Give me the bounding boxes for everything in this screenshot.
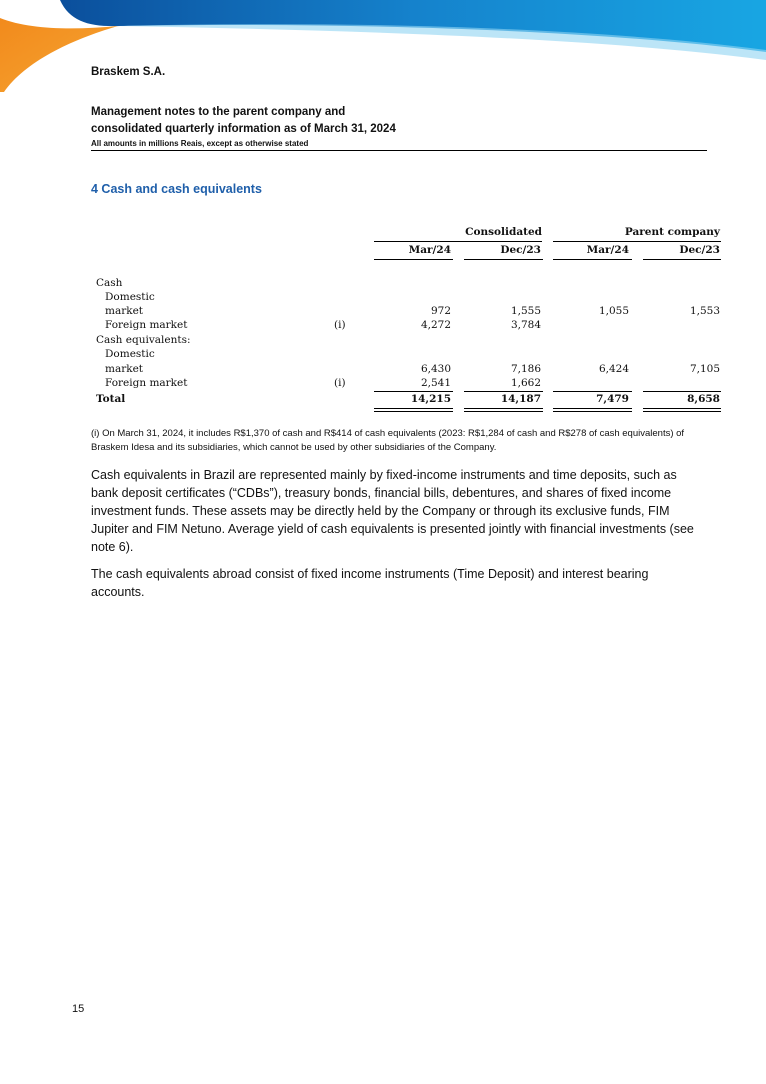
table-row-total [91,393,721,407]
total-double-rule [553,408,632,412]
subtotal-rule [643,391,721,392]
cell-value: 7,105 [689,363,720,375]
subtotal-rule [464,391,543,392]
group-rule-parent [553,241,721,242]
cell-value: 1,662 [510,377,541,389]
table-row [91,291,721,305]
cell-value: 3,784 [510,319,541,331]
row-label: market [105,305,144,317]
total-double-rule [464,408,543,412]
row-label: Foreign market [105,319,188,331]
cell-value: 8,658 [687,393,720,405]
row-note: (i) [334,319,346,331]
row-label: Domestic [105,348,155,360]
cell-value: 6,430 [420,363,451,375]
subtotal-rule [374,391,453,392]
row-label: Cash equivalents: [96,334,191,346]
column-header: Dec/23 [500,244,541,256]
table-row [91,277,721,291]
cell-value: 1,553 [689,305,720,317]
section-title: 4 Cash and cash equivalents [91,182,262,196]
table-row [91,348,721,362]
header-divider [91,150,707,151]
column-header: Dec/23 [679,244,720,256]
total-double-rule [643,408,721,412]
table-row [91,305,721,319]
cell-value: 6,424 [598,363,629,375]
cell-value: 4,272 [420,319,451,331]
row-label: market [105,363,144,375]
table-row [91,334,721,348]
company-name: Braskem S.A. [91,66,166,78]
column-rule [374,259,453,260]
header-title-line1: Management notes to the parent company and [91,106,346,118]
row-label: Foreign market [105,377,188,389]
cell-value: 2,541 [420,377,451,389]
group-header-consolidated: Consolidated [465,226,542,238]
table-row [91,377,721,391]
column-rule [464,259,543,260]
row-note: (i) [334,377,346,389]
header-subtitle: All amounts in millions Reais, except as otherwise stated [91,139,309,148]
table-footnote: (i) On March 31, 2024, it includes R$1,370 of cash and R$414 of cash equivalents (2023: R$1,284 of cash and R$278 of cash equivalents) of Braskem Idesa and its subsidiaries, which cannot be used by other subsidiaries of the Company. [91,428,685,453]
header-banner [0,0,766,95]
subtotal-rule [553,391,632,392]
column-rule [553,259,632,260]
column-rule [643,259,721,260]
row-label: Total [96,393,126,405]
cell-value: 1,555 [510,305,541,317]
cell-value: 14,187 [500,393,541,405]
column-header: Mar/24 [408,244,451,256]
cell-value: 7,479 [596,393,629,405]
column-header: Mar/24 [586,244,629,256]
cell-value: 14,215 [410,393,451,405]
total-double-rule [374,408,453,412]
group-rule-consolidated [374,241,542,242]
table-row [91,363,721,377]
body-paragraph: The cash equivalents abroad consist of fixed income instruments (Time Deposit) and interest bearing accounts. [91,567,649,599]
group-header-parent: Parent company [624,226,720,238]
document-header [91,104,707,149]
table-row [91,319,721,333]
page-number: 15 [72,1003,85,1015]
row-label: Cash [96,277,123,289]
cell-value: 1,055 [598,305,629,317]
cell-value: 972 [430,305,451,317]
cell-value: 7,186 [510,363,541,375]
header-title-line2: consolidated quarterly information as of March 31, 2024 [91,123,396,135]
row-label: Domestic [105,291,155,303]
body-paragraph: Cash equivalents in Brazil are represented mainly by fixed-income instruments and time deposits, such as bank deposit certificates (“CDBs”), treasury bonds, financial bills, debentures, and shares of fixed income investment funds. These assets may be directly held by the Company or through its exclusive funds, FIM Jupiter and FIM Netuno. Average yield of cash equivalents is presented jointly with financial investments (see note 6). [91,468,694,554]
